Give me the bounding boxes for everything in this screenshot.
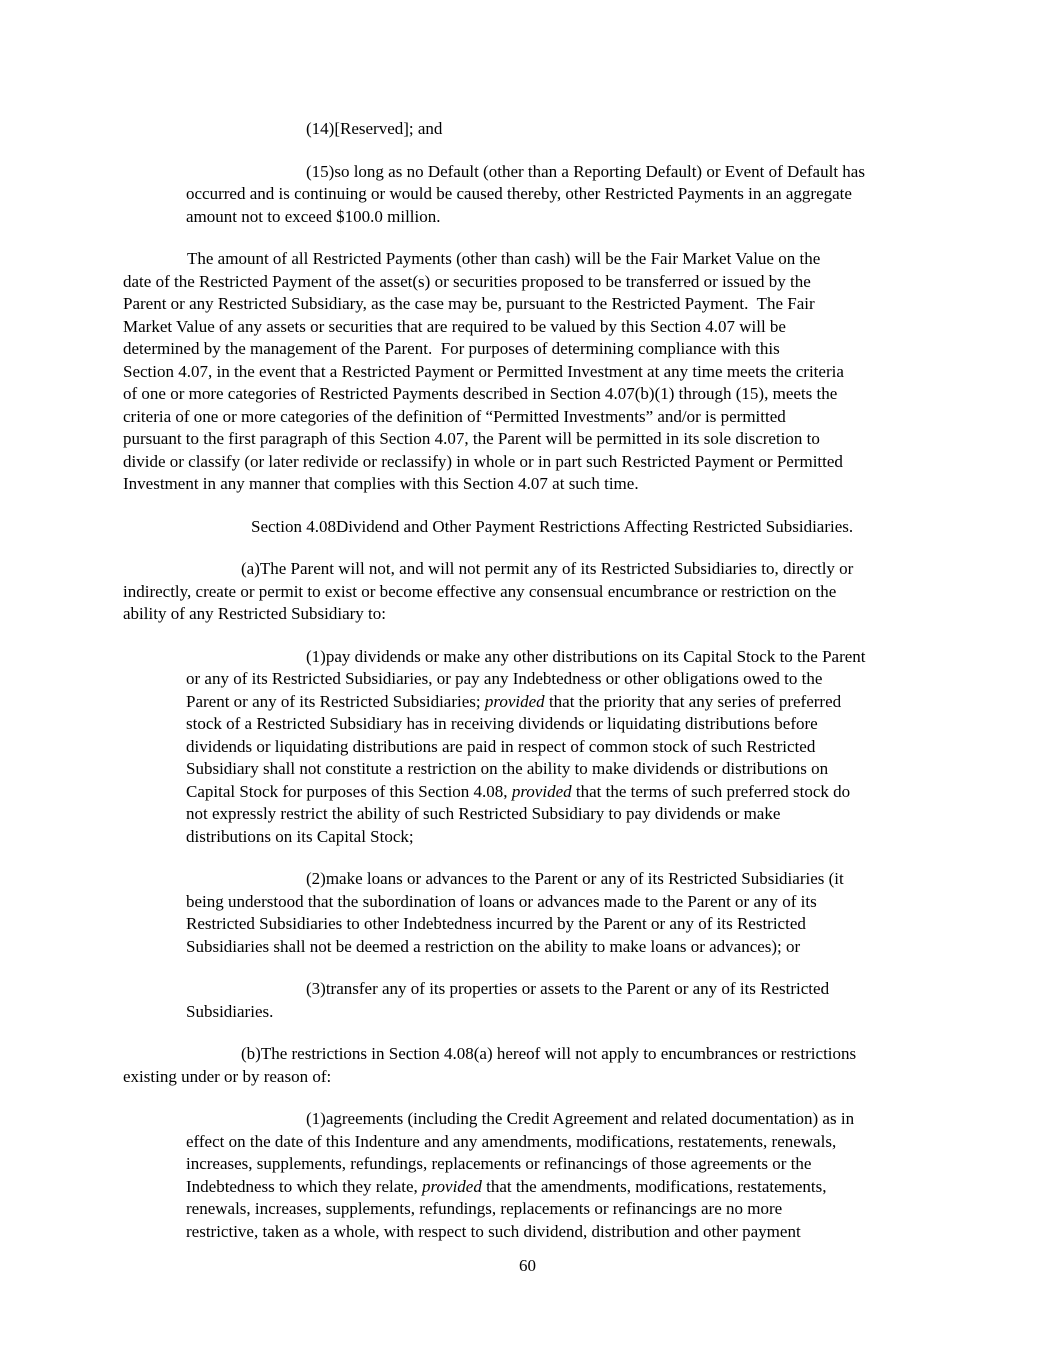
clause-4-08-a-1 xyxy=(186,646,937,849)
text-segment: divide or classify (or later redivide or reclassify) in whole or in part such Restricted Payment or Permitted xyxy=(123,451,843,471)
text-segment: criteria of one or more categories of the definition of “Permitted Investments” and/or is permitted xyxy=(123,406,786,426)
text-segment: that the terms of such preferred stock do xyxy=(571,781,851,801)
text-segment: agreements (including the Credit Agreement and related documentation) as in xyxy=(325,1109,855,1128)
text-segment: Subsidiaries. xyxy=(186,1001,274,1021)
text-segment: that the priority that any series of preferred xyxy=(544,691,842,711)
text-segment: Parent or any of its Restricted Subsidiaries; xyxy=(186,691,485,711)
paragraph-4-08-b xyxy=(123,1043,937,1088)
text-segment: provided xyxy=(511,781,572,801)
clause-4-08-a-2-label: (2) xyxy=(306,869,326,888)
text-segment: The restrictions in Section 4.08(a) hereof will not apply to encumbrances or restrictions xyxy=(260,1044,857,1063)
text-segment: Section 4.07, in the event that a Restricted Payment or Permitted Investment at any time meets the criteria xyxy=(123,361,844,381)
text-segment: Subsidiary shall not constitute a restriction on the ability to make dividends or distributions on xyxy=(186,759,829,778)
clause-14-label: (14) xyxy=(306,119,335,138)
text-segment: determined by the management of the Parent. For purposes of determining compliance with this xyxy=(123,339,780,358)
text-segment: or any of its Restricted Subsidiaries, or pay any Indebtedness or other obligations owed to the xyxy=(186,669,823,688)
section-4-08-heading xyxy=(123,516,937,539)
text-segment: indirectly, create or permit to exist or become effective any consensual encumbrance or restriction on the xyxy=(123,581,837,601)
paragraph-4-08-a-label: (a) xyxy=(241,559,260,578)
text-segment: Indebtedness to which they relate, xyxy=(186,1176,423,1196)
text-segment: dividends or liquidating distributions are paid in respect of common stock of such Restricted xyxy=(186,736,816,756)
text-segment: so long as no Default (other than a Reporting Default) or Event of Default has xyxy=(334,161,865,181)
text-segment: occurred and is continuing or would be caused thereby, other Restricted Payments in an aggregate xyxy=(186,184,852,203)
text-segment: Capital Stock for purposes of this Section 4.08, xyxy=(186,781,512,801)
text-segment: make loans or advances to the Parent or any of its Restricted Subsidiaries (it xyxy=(325,869,844,888)
text-segment: of one or more categories of Restricted Payments described in Section 4.07(b)(1) through (15), meets the xyxy=(123,384,838,403)
text-segment: The amount of all Restricted Payments (other than cash) will be the Fair Market Value on the xyxy=(187,249,821,268)
clause-14 xyxy=(186,118,937,141)
text-segment: The Parent will not, and will not permit any of its Restricted Subsidiaries to, directly or xyxy=(259,559,854,578)
text-segment: pursuant to the first paragraph of this Section 4.07, the Parent will be permitted in its sole discretion to xyxy=(123,429,820,448)
text-segment: Market Value of any assets or securities that are required to be valued by this Section 4.07 will be xyxy=(123,316,786,336)
section-4-08-heading-label: Section 4.08 xyxy=(251,516,336,536)
text-segment: pay dividends or make any other distributions on its Capital Stock to the Parent xyxy=(325,646,866,666)
clause-4-08-a-3-label: (3) xyxy=(306,979,326,998)
clause-15-label: (15) xyxy=(306,161,335,181)
clause-15 xyxy=(186,161,937,229)
text-segment: renewals, increases, supplements, refundings, replacements or refinancings are no more xyxy=(186,1199,783,1218)
text-segment: existing under or by reason of: xyxy=(123,1066,332,1086)
clause-4-08-a-2 xyxy=(186,868,937,958)
text-segment: restrictive, taken as a whole, with respect to such dividend, distribution and other payment xyxy=(186,1221,801,1241)
clause-4-08-b-1 xyxy=(186,1108,937,1243)
text-segment: stock of a Restricted Subsidiary has in receiving dividends or liquidating distributions before xyxy=(186,714,818,733)
text-segment: increases, supplements, refundings, replacements or refinancings of those agreements or the xyxy=(186,1154,812,1173)
text-segment: provided xyxy=(422,1176,482,1196)
text-segment: effect on the date of this Indenture and any amendments, modifications, restatements, renewals, xyxy=(186,1131,837,1151)
text-segment: amount not to exceed $100.0 million. xyxy=(186,206,441,226)
text-segment: transfer any of its properties or assets to the Parent or any of its Restricted xyxy=(325,979,830,998)
page-number: 60 xyxy=(519,1256,536,1275)
text-segment: Dividend and Other Payment Restrictions Affecting Restricted Subsidiaries. xyxy=(336,516,854,536)
text-segment: Parent or any Restricted Subsidiary, as the case may be, pursuant to the Restricted Payment. The Fair xyxy=(123,294,815,313)
clause-4-08-b-1-label: (1) xyxy=(306,1109,326,1128)
text-segment: [Reserved]; and xyxy=(334,119,443,138)
clause-4-08-a-1-label: (1) xyxy=(306,646,326,666)
text-segment: being understood that the subordination of loans or advances made to the Parent or any of its xyxy=(186,891,817,911)
text-segment: Restricted Subsidiaries to other Indebtedness incurred by the Parent or any of its Restricted xyxy=(186,914,806,933)
text-segment: not expressly restrict the ability of such Restricted Subsidiary to pay dividends or make xyxy=(186,804,781,823)
paragraph-4-08-a xyxy=(123,558,937,626)
text-segment: date of the Restricted Payment of the asset(s) or securities proposed to be transferred or issued by the xyxy=(123,271,811,291)
paragraph-fair-market-value xyxy=(123,248,937,496)
text-segment: Subsidiaries shall not be deemed a restriction on the ability to make loans or advances); or xyxy=(186,936,801,956)
paragraph-4-08-b-label: (b) xyxy=(241,1044,261,1063)
text-segment: that the amendments, modifications, restatements, xyxy=(481,1176,827,1196)
text-segment: ability of any Restricted Subsidiary to: xyxy=(123,604,386,623)
text-segment: Investment in any manner that complies with this Section 4.07 at such time. xyxy=(123,474,639,493)
text-segment: provided xyxy=(484,691,545,711)
text-segment: distributions on its Capital Stock; xyxy=(186,826,414,846)
clause-4-08-a-3 xyxy=(186,978,937,1023)
